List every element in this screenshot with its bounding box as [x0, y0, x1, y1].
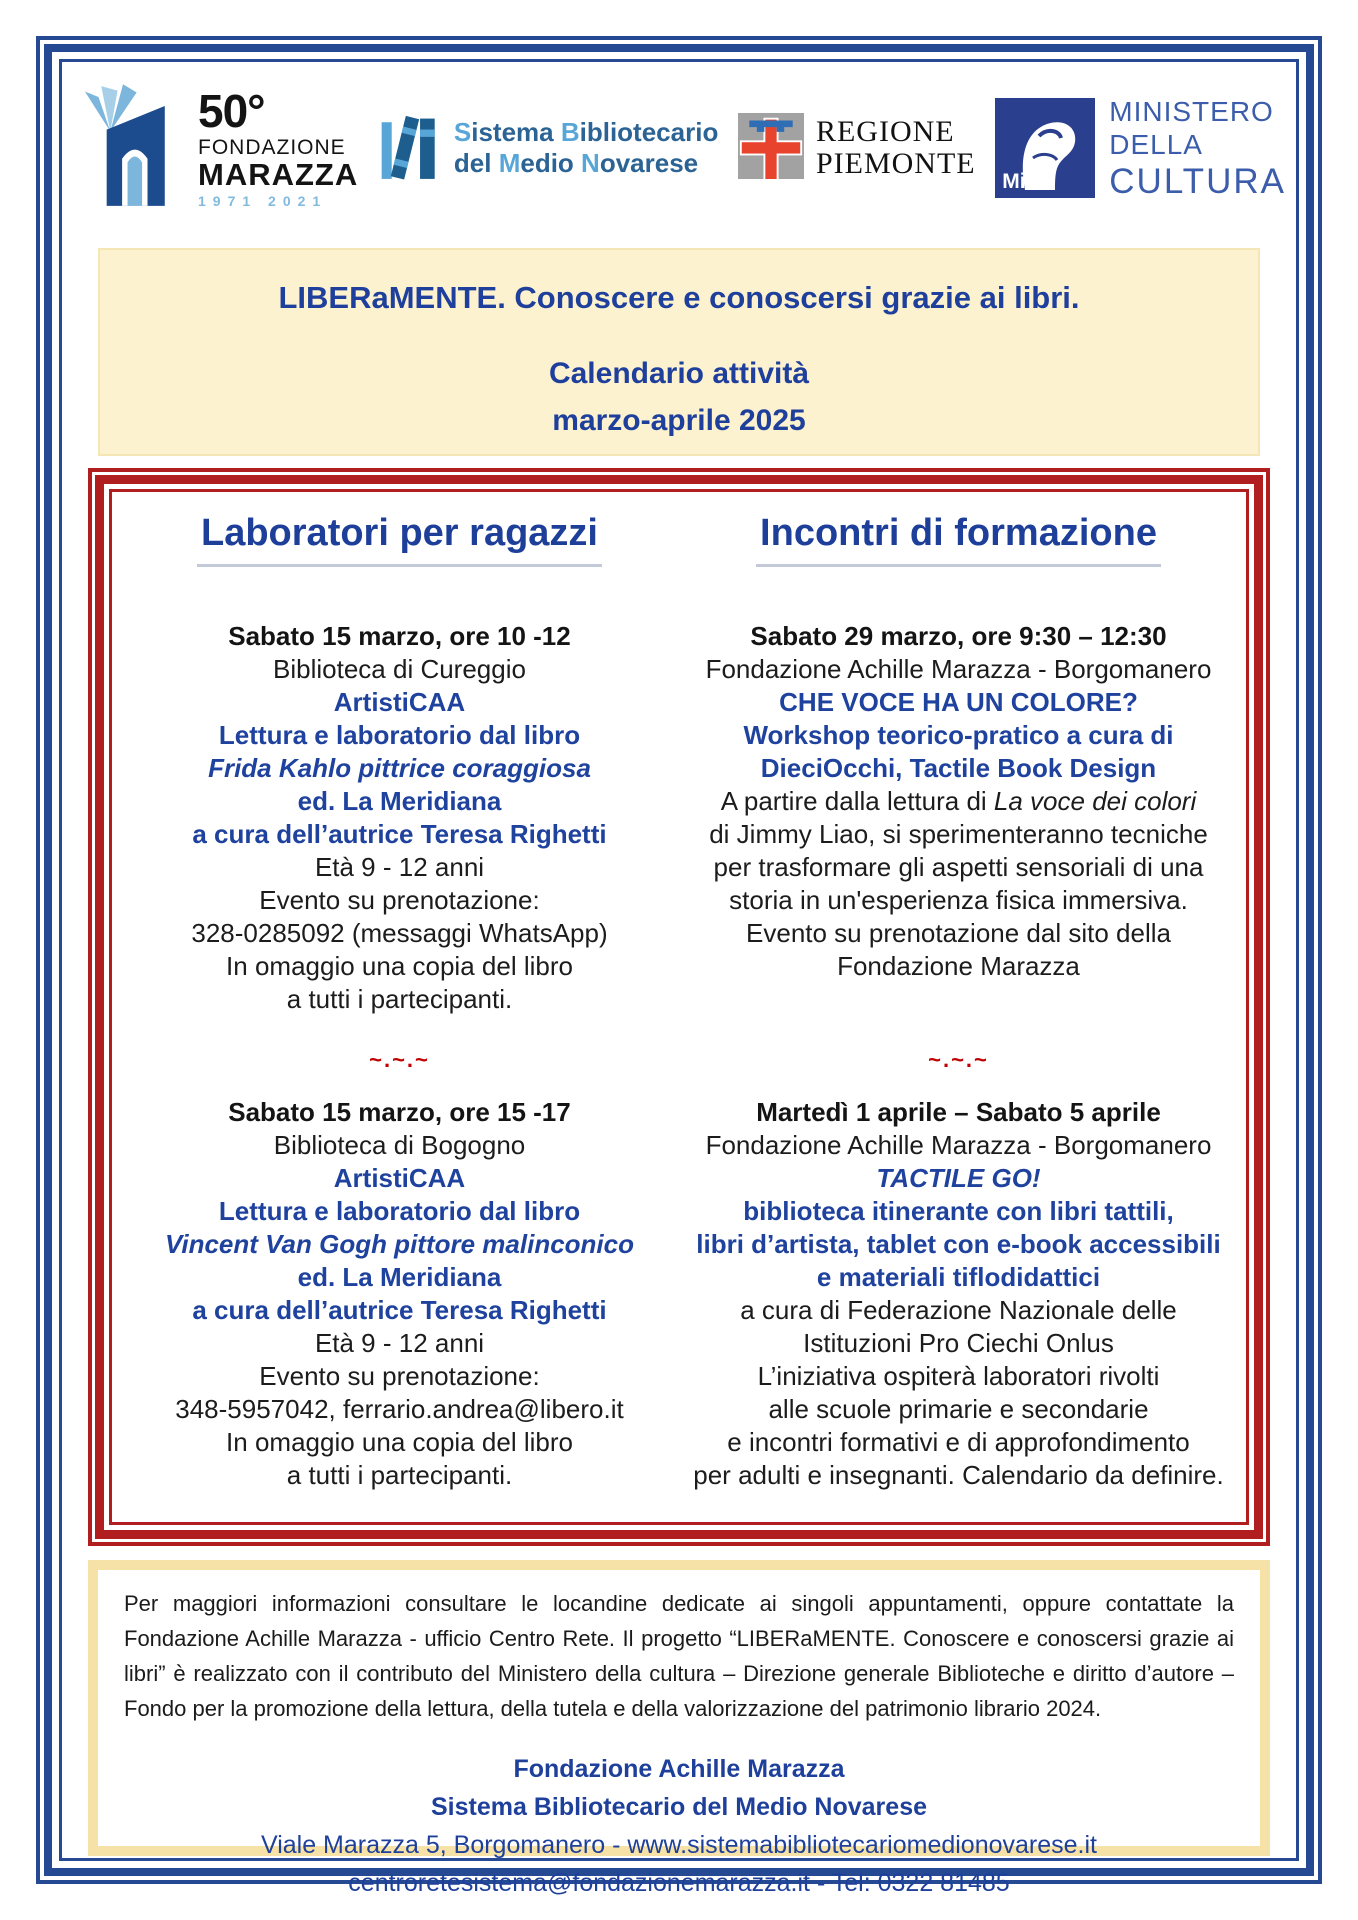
sistema-text-segment: del	[453, 148, 499, 178]
event-line	[128, 620, 671, 653]
event-text-segment: per adulti e insegnanti. Calendario da definire.	[693, 1460, 1224, 1490]
event-line	[687, 752, 1230, 785]
event-text-segment: ArtistiCAA	[333, 1163, 466, 1193]
mic-line1: MINISTERO	[1109, 95, 1274, 127]
piemonte-cross-icon	[738, 113, 804, 184]
events-columns	[120, 502, 1238, 1522]
contact-org-line1: Fondazione Achille Marazza	[513, 1755, 845, 1783]
sistema-text-segment: B	[560, 117, 580, 147]
event-line	[687, 1228, 1230, 1261]
event-line	[687, 620, 1230, 653]
event-line	[687, 818, 1230, 851]
event-text-segment: Martedì 1 aprile – Sabato 5 aprile	[756, 1097, 1161, 1127]
info-paragraph: Per maggiori informazioni consultare le locandine dedicate ai singoli appuntamenti, oppure contattate la Fondazione Achille Marazza - ufficio Centro Rete. Il progetto “LIBERaMENTE. Conoscere e conoscersi grazie ai libri” è realizzato con il contributo del Ministero della cultura – Direzione generale Biblioteche e diritto d’autore – Fondo per la promozione della lettura, della tutela e della valorizzazione del patrimonio librario 2024.	[124, 1591, 1234, 1721]
event-text-segment: alle scuole primarie e secondarie	[768, 1394, 1149, 1424]
event-line	[687, 686, 1230, 719]
sistema-text-segment: edio	[520, 148, 582, 178]
subtitle-line1: Calendario attività	[548, 357, 810, 390]
event-text-segment: a tutti i partecipanti.	[286, 984, 513, 1014]
event-line	[128, 1261, 671, 1294]
event-line	[128, 851, 671, 884]
event-text-segment: DieciOcchi, Tactile Book Design	[760, 753, 1157, 783]
contact-address-website: Viale Marazza 5, Borgomanero - www.sistemabibliotecariomedionovarese.it	[260, 1831, 1098, 1859]
event-line	[687, 1360, 1230, 1393]
event-line	[128, 1096, 671, 1129]
event-text-segment: In omaggio una copia del libro	[226, 1427, 573, 1457]
event-text-segment: ed. La Meridiana	[297, 786, 502, 816]
marazza-years: 1971 2021	[198, 193, 328, 209]
sistema-line1	[454, 117, 718, 148]
event-line	[687, 785, 1230, 818]
contact-org-line2: Sistema Bibliotecario del Medio Novarese	[431, 1793, 927, 1821]
event-line	[128, 983, 671, 1016]
event-line	[128, 686, 671, 719]
event-line	[687, 1459, 1230, 1492]
event-block	[128, 1096, 671, 1492]
event-text-segment: Frida Kahlo pittrice coraggiosa	[208, 753, 591, 783]
event-text-segment: Sabato 29 marzo, ore 9:30 – 12:30	[750, 621, 1167, 651]
info-box	[88, 1560, 1270, 1897]
event-text-segment: Sabato 15 marzo, ore 10 -12	[228, 621, 571, 651]
event-line	[128, 1426, 671, 1459]
event-text-segment: Fondazione Achille Marazza - Borgomanero	[705, 654, 1212, 684]
event-text-segment: Lettura e laboratorio dal libro	[218, 1196, 581, 1226]
event-line	[687, 1129, 1230, 1162]
regione-line2: PIEMONTE	[815, 147, 976, 180]
event-text-segment: e incontri formativi e di approfondimento	[727, 1427, 1190, 1457]
event-line	[128, 1228, 671, 1261]
event-text-segment: Biblioteca di Bogogno	[273, 1130, 526, 1160]
event-line	[687, 1294, 1230, 1327]
event-text-segment: La voce dei colori	[993, 786, 1197, 816]
event-line	[687, 1426, 1230, 1459]
column-heading-text: Laboratori per ragazzi	[197, 512, 602, 567]
event-line	[128, 752, 671, 785]
event-line	[128, 1162, 671, 1195]
event-text-segment: storia in un'esperienza fisica immersiva.	[729, 885, 1188, 915]
event-text-segment: Evento su prenotazione:	[259, 1361, 540, 1391]
event-text-segment: Età 9 - 12 anni	[314, 852, 485, 882]
event-text-segment: Età 9 - 12 anni	[314, 1328, 485, 1358]
event-line	[128, 1393, 671, 1426]
event-text-segment: libri d’artista, tablet con e-book accessibili	[696, 1229, 1221, 1259]
sistema-logo-text	[454, 117, 718, 179]
event-line	[128, 818, 671, 851]
event-line	[687, 1195, 1230, 1228]
event-text-segment: Workshop teorico-pratico a cura di	[743, 720, 1174, 750]
event-text-segment: ed. La Meridiana	[297, 1262, 502, 1292]
sistema-text-segment: ovarese	[599, 148, 699, 178]
sistema-text-segment: S	[453, 117, 472, 147]
column-heading-laboratori	[128, 502, 671, 614]
poster-subtitle	[100, 350, 1258, 444]
event-text-segment: Vincent Van Gogh pittore malinconico	[164, 1229, 634, 1259]
title-banner	[98, 248, 1260, 456]
event-line	[687, 884, 1230, 917]
event-text-segment: Biblioteca di Cureggio	[273, 654, 526, 684]
logo-sistema-bibliotecario	[378, 106, 718, 191]
column-laboratori	[120, 502, 679, 1522]
event-text-segment: L’iniziativa ospiterà laboratori rivolti	[757, 1361, 1160, 1391]
event-line	[687, 917, 1230, 950]
event-text-segment: 348-5957042, ferrario.andrea@libero.it	[175, 1394, 624, 1424]
event-text-segment: Istituzioni Pro Ciechi Onlus	[803, 1328, 1114, 1358]
marazza-anniversary: 50°	[198, 85, 265, 137]
mic-emblem-icon	[995, 98, 1095, 198]
mic-line3: CULTURA	[1109, 161, 1286, 201]
marazza-name-line2: MARAZZA	[198, 157, 359, 192]
regione-line1: REGIONE	[815, 115, 955, 148]
event-text-segment: Lettura e laboratorio dal libro	[218, 720, 581, 750]
sistema-text-segment: istema	[471, 117, 561, 147]
logo-regione-piemonte	[738, 113, 976, 184]
event-text-segment: e materiali tiflodidattici	[816, 1262, 1101, 1292]
event-text-segment: a tutti i partecipanti.	[286, 1460, 513, 1490]
event-line	[128, 1459, 671, 1492]
event-line	[687, 1162, 1230, 1195]
section-separator: ~.~.~	[369, 1047, 430, 1072]
logo-fondazione-marazza	[74, 78, 358, 219]
logo-ministero-cultura	[995, 95, 1286, 201]
marazza-logo-text	[198, 85, 359, 209]
sistema-line2	[454, 148, 718, 179]
contact-block	[124, 1750, 1234, 1902]
event-line	[687, 1096, 1230, 1129]
event-block	[128, 620, 671, 1040]
event-block	[687, 620, 1230, 1040]
event-line	[128, 719, 671, 752]
event-line	[128, 1360, 671, 1393]
event-line	[687, 1261, 1230, 1294]
event-line	[128, 1129, 671, 1162]
event-text-segment: Evento su prenotazione:	[259, 885, 540, 915]
mic-line2: DELLA	[1109, 128, 1203, 160]
event-text-segment: Fondazione Marazza	[837, 951, 1080, 981]
event-line	[128, 950, 671, 983]
event-text-segment: Fondazione Achille Marazza - Borgomanero	[705, 1130, 1212, 1160]
regione-logo-text	[816, 116, 976, 180]
event-text-segment: biblioteca itinerante con libri tattili,	[743, 1196, 1174, 1226]
event-block	[687, 1096, 1230, 1492]
column-incontri	[679, 502, 1238, 1522]
sistema-text-segment: M	[498, 148, 521, 178]
event-text-segment: a cura dell’autrice Teresa Righetti	[192, 1295, 607, 1325]
event-text-segment: Evento su prenotazione dal sito della	[746, 918, 1171, 948]
event-line	[128, 653, 671, 686]
events-section	[88, 468, 1270, 1546]
event-line	[687, 653, 1230, 686]
mic-logo-text	[1109, 95, 1286, 201]
header-logos-row	[74, 78, 1286, 218]
poster-title: LIBERaMENTE. Conoscere e conoscersi grazie ai libri.	[278, 280, 1080, 315]
column-heading-text: Incontri di formazione	[756, 512, 1161, 567]
event-text-segment: ArtistiCAA	[333, 687, 466, 717]
event-text-segment: TACTILE GO!	[876, 1163, 1041, 1193]
marazza-book-icon	[74, 78, 192, 219]
sistema-text-segment: ibliotecario	[579, 117, 719, 147]
event-line	[687, 851, 1230, 884]
event-line	[687, 719, 1230, 752]
books-icon	[378, 106, 442, 191]
event-line	[128, 785, 671, 818]
event-line	[687, 1327, 1230, 1360]
event-text-segment: a cura dell’autrice Teresa Righetti	[192, 819, 607, 849]
event-text-segment: di Jimmy Liao, si sperimenteranno tecniche	[709, 819, 1208, 849]
sistema-text-segment: N	[581, 148, 600, 178]
event-line	[128, 1327, 671, 1360]
event-line	[128, 917, 671, 950]
marazza-name-line1: FONDAZIONE	[198, 136, 346, 159]
event-line	[128, 1195, 671, 1228]
event-text-segment: A partire dalla lettura di	[720, 786, 994, 816]
mic-abbr: MiC	[1002, 170, 1041, 193]
event-text-segment: CHE VOCE HA UN COLORE?	[779, 687, 1138, 717]
event-text-segment: per trasformare gli aspetti sensoriali di una	[713, 852, 1204, 882]
section-separator: ~.~.~	[928, 1047, 989, 1072]
event-text-segment: a cura di Federazione Nazionale delle	[740, 1295, 1177, 1325]
subtitle-line2: marzo-aprile 2025	[552, 404, 806, 437]
event-text-segment: In omaggio una copia del libro	[226, 951, 573, 981]
contact-email-phone: centroretesistema@fondazionemarazza.it - Tel: 0322 81485	[348, 1869, 1010, 1897]
event-text-segment: Sabato 15 marzo, ore 15 -17	[228, 1097, 571, 1127]
event-line	[687, 950, 1230, 983]
event-line	[128, 884, 671, 917]
event-text-segment: 328-0285092 (messaggi WhatsApp)	[191, 918, 608, 948]
event-line	[128, 1294, 671, 1327]
column-heading-incontri	[687, 502, 1230, 614]
event-line	[687, 1393, 1230, 1426]
